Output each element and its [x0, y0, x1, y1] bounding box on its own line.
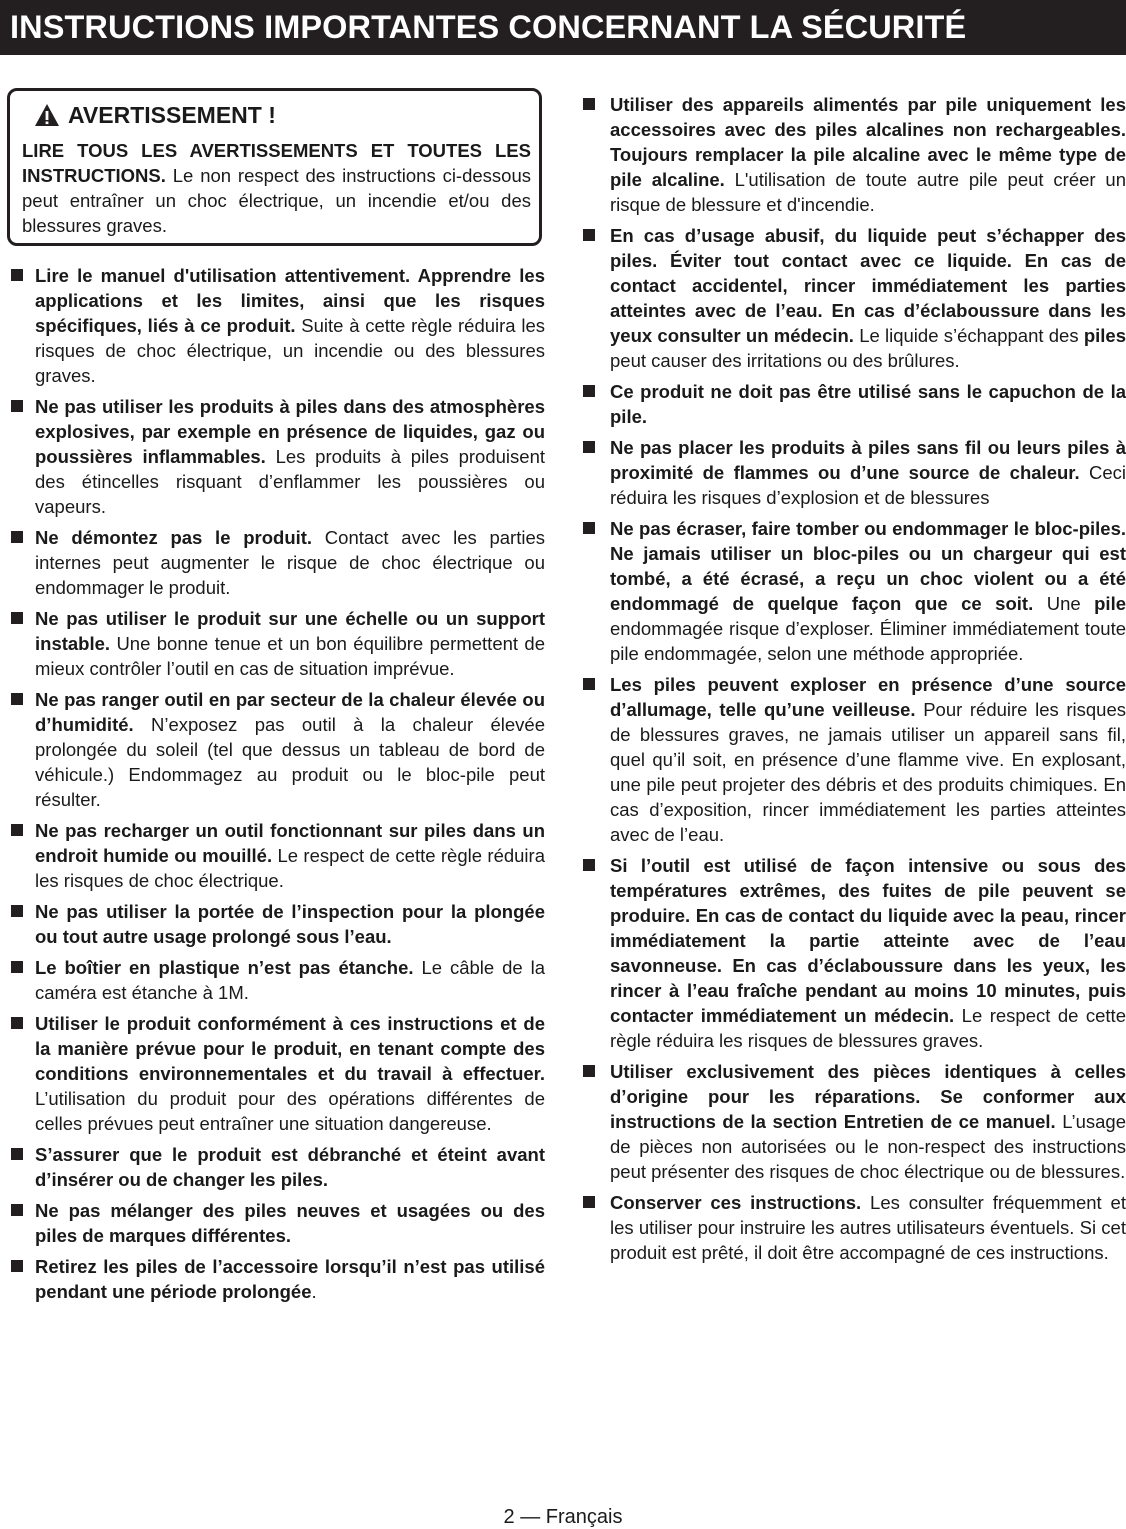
item-lead: Ne pas utiliser le produit sur une échelle ou un support instable. [35, 608, 545, 654]
item-body: Ceci réduira les risques d’explosion et de blessures [610, 462, 1126, 508]
square-bullet-icon [11, 905, 23, 917]
list-item [18, 899, 545, 949]
page-header [0, 0, 1126, 55]
warning-body: Le non respect des instructions ci-dessous peut entraîner un choc électrique, un incendie et/ou des blessures graves. [22, 165, 531, 236]
list-item [583, 1190, 1126, 1265]
item-body: Le respect de cette règle réduira les risques de choc électrique. [35, 845, 545, 891]
square-bullet-icon [583, 441, 595, 453]
left-instruction-list [18, 263, 545, 1304]
list-item [18, 1254, 545, 1304]
list-item [583, 853, 1126, 1053]
page-footer [0, 1505, 1126, 1529]
item-lead: Ne pas ranger outil en par secteur de la chaleur élevée ou d’humidité. [35, 689, 545, 735]
list-item [583, 435, 1126, 510]
square-bullet-icon [583, 1065, 595, 1077]
right-column [583, 92, 1126, 1271]
item-lead: Le boîtier en plastique n’est pas étanche. [35, 957, 414, 978]
list-item [18, 1142, 545, 1192]
list-item [583, 672, 1126, 847]
square-bullet-icon [11, 1260, 23, 1272]
item-lead: Ne démontez pas le produit. [35, 527, 313, 548]
warning-title: AVERTISSEMENT ! [68, 101, 276, 128]
square-bullet-icon [11, 400, 23, 412]
warning-box [7, 88, 542, 246]
square-bullet-icon [11, 269, 23, 281]
square-bullet-icon [11, 612, 23, 624]
square-bullet-icon [11, 1148, 23, 1160]
item-lead: Conserver ces instructions. [610, 1192, 862, 1213]
square-bullet-icon [11, 1017, 23, 1029]
list-item [583, 379, 1126, 429]
item-lead: Ne pas utiliser les produits à piles dans des atmosphères explosives, par exemple en présence de liquides, gaz ou poussières inflammables. [35, 396, 545, 467]
item-body: Le câble de la caméra est étanche à 1M. [35, 957, 545, 1003]
item-body: Les consulter fréquemment et les utiliser pour instruire les autres utilisateurs éventuels. Si cet produit est prêté, il doit être accompagné de ces instructions. [610, 1192, 1126, 1263]
list-item [18, 394, 545, 519]
item-lead: Ne pas écraser, faire tomber ou endommager le bloc-piles. Ne jamais utiliser un bloc-piles ou un chargeur qui est tombé, a été écrasé, a reçu un choc violent ou a été endommagé de quelque façon que ce soit. [610, 518, 1126, 614]
square-bullet-icon [11, 693, 23, 705]
item-body-end: peut causer des irritations ou des brûlures. [610, 350, 960, 371]
item-lead: Ne pas utiliser la portée de l’inspection pour la plongée ou tout autre usage prolongé sous l’eau. [35, 901, 545, 947]
square-bullet-icon [583, 98, 595, 110]
item-body: Une bonne tenue et un bon équilibre permettent de mieux contrôler l’outil en cas de situation imprévue. [35, 633, 545, 679]
item-body: Une [1033, 593, 1095, 614]
list-item [18, 1198, 545, 1248]
list-item [583, 516, 1126, 666]
list-item [583, 223, 1126, 373]
item-lead: Si l’outil est utilisé de façon intensive ou sous des températures extrêmes, des fuites de pile peuvent se produire. En cas de contact du liquide avec la peau, rincer immédiatement la partie atteinte avec de l’eau savonneuse. En cas d’éclaboussure dans les yeux, les rincer à l’eau fraîche pendant au moins 10 minutes, puis contacter immédiatement un médecin. [610, 855, 1126, 1026]
warning-heading [10, 97, 531, 133]
list-item [18, 525, 545, 600]
square-bullet-icon [583, 522, 595, 534]
list-item [18, 263, 545, 388]
square-bullet-icon [583, 1196, 595, 1208]
item-body: Suite à cette règle réduira les risques de choc électrique, un incendie ou des blessures graves. [35, 315, 545, 386]
item-lead: Les piles peuvent exploser en présence d’une source d’allumage, telle qu’une veilleuse. [610, 674, 1126, 720]
list-item [18, 818, 545, 893]
right-instruction-list [583, 92, 1126, 1265]
item-bold-term: piles [1083, 325, 1126, 346]
item-body: L’utilisation du produit pour des opérations différentes de celles prévues peut entraîner une situation dangereuse. [35, 1088, 545, 1134]
page-title: INSTRUCTIONS IMPORTANTES CONCERNANT LA SÉCURITÉ [10, 9, 967, 45]
list-item [18, 687, 545, 812]
item-lead: Ne pas mélanger des piles neuves et usagées ou des piles de marques différentes. [35, 1200, 545, 1246]
item-lead: Ne pas recharger un outil fonctionnant sur piles dans un endroit humide ou mouillé. [35, 820, 545, 866]
list-item [583, 92, 1126, 217]
item-body: Le liquide s’échappant des [853, 325, 1084, 346]
list-item [583, 1059, 1126, 1184]
item-lead: Ce produit ne doit pas être utilisé sans le capuchon de la pile. [610, 381, 1126, 427]
square-bullet-icon [583, 678, 595, 690]
item-bold-term: pile [1094, 593, 1126, 614]
item-body: Pour réduire les risques de blessures graves, ne jamais utiliser un appareil sans fil, quel qu’il soit, en présence d’une flamme vive. En explosant, une pile peut projeter des débris et des produits chimiques. En cas d’exposition, rincer immédiatement les parties atteintes avec de l’eau. [610, 699, 1126, 845]
item-lead: Lire le manuel d'utilisation attentivement. Apprendre les applications et les limites, ainsi que les risques spécifiques, liés à ce produit. [35, 265, 545, 336]
item-body-end: endommagée risque d’exploser. Éliminer immédiatement toute pile endommagée, selon une méthode appropriée. [610, 618, 1126, 664]
square-bullet-icon [583, 229, 595, 241]
item-body: N’exposez pas outil à la chaleur élevée prolongée du soleil (tel que dessus un tableau de bord de véhicule.) Endommagez au produit ou le bloc-pile peut résulter. [35, 714, 545, 810]
item-body: L'utilisation de toute autre pile peut créer un risque de blessure et d'incendie. [610, 169, 1126, 215]
list-item [18, 1011, 545, 1136]
item-lead: Utiliser le produit conformément à ces instructions et de la manière prévue pour le produit, en tenant compte des conditions environnementales et du travail à effectuer. [35, 1013, 545, 1084]
item-lead: Utiliser des appareils alimentés par pile uniquement les accessoires avec des piles alcalines non rechargeables. Toujours remplacer la pile alcaline avec le même type de pile alcaline. [610, 94, 1126, 190]
list-item [18, 606, 545, 681]
warning-text [10, 138, 531, 238]
item-body: Contact avec les parties internes peut augmenter le risque de choc électrique ou endommager le produit. [35, 527, 545, 598]
square-bullet-icon [11, 531, 23, 543]
item-lead: S’assurer que le produit est débranché et éteint avant d’insérer ou de changer les piles. [35, 1144, 545, 1190]
item-body: Les produits à piles produisent des étincelles risquant d’enflammer les poussières ou vapeurs. [35, 446, 546, 517]
item-lead: Retirez les piles de l’accessoire lorsqu’il n’est pas utilisé pendant une période prolongée [35, 1256, 545, 1302]
item-lead: En cas d’usage abusif, du liquide peut s’échapper des piles. Éviter tout contact avec ce liquide. En cas de contact accidentel, rincer immédiatement les parties atteintes avec de l’eau. En cas d’éclaboussure dans les yeux consulter un médecin. [610, 225, 1126, 346]
square-bullet-icon [583, 859, 595, 871]
list-item [18, 955, 545, 1005]
square-bullet-icon [11, 961, 23, 973]
square-bullet-icon [11, 824, 23, 836]
left-column [10, 88, 545, 1310]
item-body: Le respect de cette règle réduira les risques de blessures graves. [610, 1005, 1126, 1051]
warning-lead: LIRE TOUS LES AVERTISSEMENTS ET TOUTES LES INSTRUCTIONS. [22, 140, 531, 186]
square-bullet-icon [583, 385, 595, 397]
square-bullet-icon [11, 1204, 23, 1216]
page-number: 2 — Français [503, 1506, 623, 1528]
item-lead: Utiliser exclusivement des pièces identiques à celles d’origine pour les réparations. Se conformer aux instructions de la section Entretien de ce manuel. [610, 1061, 1126, 1132]
item-lead: Ne pas placer les produits à piles sans fil ou leurs piles à proximité de flammes ou d’une source de chaleur. [610, 437, 1126, 483]
item-body: L’usage de pièces non autorisées ou le non-respect des instructions peut présenter des risques de choc électrique ou de blessures. [610, 1111, 1126, 1182]
warning-triangle-icon [34, 103, 60, 127]
item-body: . [311, 1281, 317, 1302]
